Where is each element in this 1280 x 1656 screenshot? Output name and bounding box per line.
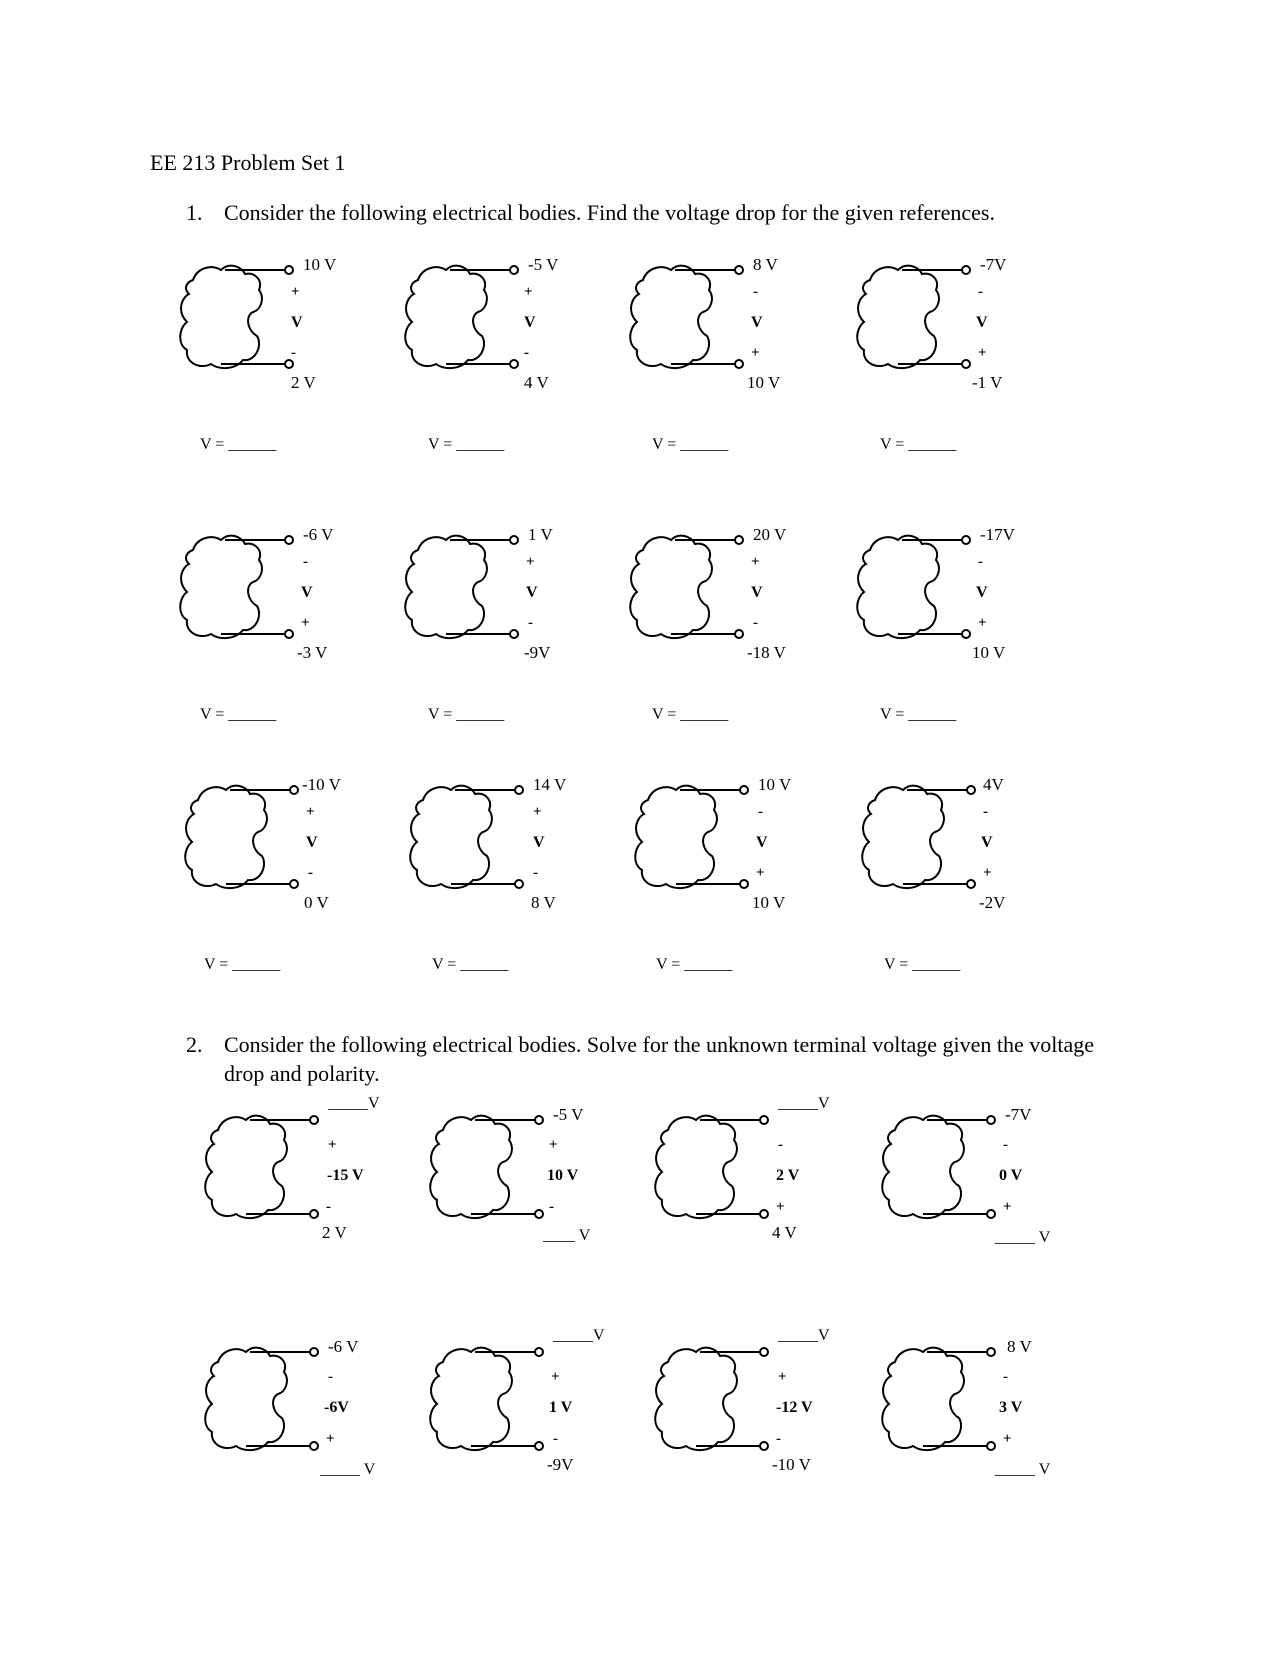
p2-body-8-top-sign: - [1003, 1369, 1008, 1385]
p1-body-7-v-label: V [751, 584, 763, 601]
p1-answer-7[interactable]: V = ______ [652, 706, 729, 723]
p1-body-6-top-voltage: 1 V [528, 525, 553, 544]
p1-body-1-top-voltage: 10 V [303, 255, 337, 274]
p1-body-2-top-voltage: -5 V [528, 255, 559, 274]
blob-icon [625, 255, 825, 398]
p1-body-9-bottom-sign: - [308, 865, 313, 881]
p1-body-9 [180, 775, 380, 918]
p1-body-8-v-label: V [976, 584, 988, 601]
p1-answer-9[interactable]: V = ______ [204, 956, 281, 973]
p1-answer-10[interactable]: V = ______ [432, 956, 509, 973]
p1-body-5-top-sign: - [303, 554, 308, 570]
blob-icon [625, 525, 825, 668]
p1-body-8 [852, 525, 1052, 668]
p1-body-10-top-voltage: 14 V [533, 775, 567, 794]
p1-body-5 [175, 525, 375, 668]
p1-body-5-top-voltage: -6 V [303, 525, 334, 544]
p2-body-3-bottom-voltage: 4 V [772, 1223, 797, 1242]
p2-body-1-top-sign: + [328, 1137, 337, 1153]
p2-body-1-drop: -15 V [327, 1167, 364, 1184]
p1-body-7-bottom-sign: - [753, 615, 758, 631]
p2-body-4-top-voltage: -7V [1005, 1105, 1032, 1124]
p2-body-7-bottom-sign: - [776, 1431, 781, 1447]
blob-icon [400, 525, 600, 668]
p1-body-4-bottom-voltage: -1 V [972, 373, 1003, 392]
p1-body-1-v-label: V [291, 314, 303, 331]
page-title: EE 213 Problem Set 1 [150, 150, 346, 175]
p2-body-6-bottom-voltage: -9V [547, 1455, 574, 1474]
p1-body-6-bottom-sign: - [528, 615, 533, 631]
blob-icon [877, 1105, 1077, 1248]
p2-body-8-bottom-voltage[interactable]: _____ V [995, 1461, 1051, 1478]
p1-body-3-top-voltage: 8 V [753, 255, 778, 274]
p2-body-3-top-sign: - [778, 1137, 783, 1153]
p1-body-2-bottom-voltage: 4 V [524, 373, 549, 392]
p1-body-3-top-sign: - [753, 284, 758, 300]
problem-2-number: 2. [186, 1032, 203, 1057]
p2-body-6-top-sign: + [551, 1369, 560, 1385]
p1-body-6-bottom-voltage: -9V [524, 643, 551, 662]
p2-body-3-bottom-sign: + [776, 1199, 785, 1215]
p1-body-3 [625, 255, 825, 398]
p2-body-3-drop: 2 V [776, 1167, 800, 1184]
p1-body-4-bottom-sign: + [978, 345, 987, 361]
p1-body-10-v-label: V [533, 834, 545, 851]
p1-body-2-top-sign: + [524, 284, 533, 300]
p1-body-5-bottom-sign: + [301, 615, 310, 631]
p1-body-6-top-sign: + [526, 554, 535, 570]
blob-icon [852, 525, 1052, 668]
p1-body-11 [630, 775, 830, 918]
p1-body-2-bottom-sign: - [524, 345, 529, 361]
p2-body-1-top-voltage[interactable]: _____V [328, 1095, 380, 1112]
p2-body-7-top-voltage[interactable]: _____V [778, 1327, 830, 1344]
p2-body-6-bottom-sign: - [553, 1431, 558, 1447]
p1-body-11-top-sign: - [758, 804, 763, 820]
p2-body-6 [425, 1327, 625, 1480]
blob-icon [400, 255, 600, 398]
p2-body-5-top-sign: - [328, 1369, 333, 1385]
p2-body-6-top-voltage[interactable]: _____V [553, 1327, 605, 1344]
blob-icon [425, 1340, 625, 1480]
p1-body-8-top-voltage: -17V [980, 525, 1015, 544]
p1-body-9-top-sign: + [306, 804, 315, 820]
p1-body-11-bottom-sign: + [756, 865, 765, 881]
p2-body-5-top-voltage: -6 V [328, 1337, 359, 1356]
p2-body-6-drop: 1 V [549, 1399, 573, 1416]
p2-body-2-drop: 10 V [547, 1167, 579, 1184]
p2-body-1-bottom-sign: - [326, 1199, 331, 1215]
p2-body-2-top-sign: + [549, 1137, 558, 1153]
p1-body-2 [400, 255, 600, 398]
p1-body-12-top-voltage: 4V [983, 775, 1004, 794]
problem-1-number: 1. [186, 200, 203, 225]
p1-answer-8[interactable]: V = ______ [880, 706, 957, 723]
p1-body-11-v-label: V [756, 834, 768, 851]
p2-body-2-bottom-sign: - [549, 1199, 554, 1215]
p2-body-8-bottom-sign: + [1003, 1431, 1012, 1447]
p1-body-11-top-voltage: 10 V [758, 775, 792, 794]
blob-icon [650, 1108, 850, 1248]
p1-answer-1[interactable]: V = ______ [200, 436, 277, 453]
p2-body-5-bottom-voltage[interactable]: _____ V [320, 1461, 376, 1478]
problem-1-text: Consider the following electrical bodies. Find the voltage drop for the given references. [224, 200, 995, 225]
p1-body-12-v-label: V [981, 834, 993, 851]
p1-body-11-bottom-voltage: 10 V [752, 893, 786, 912]
blob-icon [200, 1337, 400, 1480]
p2-body-7 [650, 1327, 850, 1480]
p1-answer-6[interactable]: V = ______ [428, 706, 505, 723]
p2-body-2-top-voltage: -5 V [553, 1105, 584, 1124]
p1-body-10-top-sign: + [533, 804, 542, 820]
p1-body-1-bottom-voltage: 2 V [291, 373, 316, 392]
p1-body-5-bottom-voltage: -3 V [297, 643, 328, 662]
p2-body-7-drop: -12 V [776, 1399, 813, 1416]
blob-icon [650, 1340, 850, 1480]
p1-body-12-bottom-sign: + [983, 865, 992, 881]
p2-body-3 [650, 1095, 850, 1248]
p2-body-4-drop: 0 V [999, 1167, 1023, 1184]
p2-body-8-top-voltage: 8 V [1007, 1337, 1032, 1356]
p2-body-2-bottom-voltage[interactable]: ____ V [543, 1227, 591, 1244]
p2-body-4-bottom-voltage[interactable]: _____ V [995, 1229, 1051, 1246]
p1-body-10-bottom-voltage: 8 V [531, 893, 556, 912]
p1-body-1-bottom-sign: - [291, 345, 296, 361]
p1-body-9-v-label: V [306, 834, 318, 851]
p1-body-10 [405, 775, 605, 918]
blob-icon [175, 525, 375, 668]
p1-body-8-bottom-sign: + [978, 615, 987, 631]
p1-body-1 [175, 255, 375, 398]
blob-icon [852, 255, 1052, 398]
blob-icon [877, 1337, 1077, 1480]
p1-answer-12[interactable]: V = ______ [884, 956, 961, 973]
p1-body-10-bottom-sign: - [533, 865, 538, 881]
p1-body-9-bottom-voltage: 0 V [304, 893, 329, 912]
p1-body-6-v-label: V [526, 584, 538, 601]
blob-icon [175, 255, 375, 398]
p1-body-4-v-label: V [976, 314, 988, 331]
p2-body-4 [877, 1105, 1077, 1248]
p1-body-8-bottom-voltage: 10 V [972, 643, 1006, 662]
p1-body-7-bottom-voltage: -18 V [747, 643, 786, 662]
blob-icon [425, 1105, 625, 1248]
p1-body-8-top-sign: - [978, 554, 983, 570]
problem-2-text: Consider the following electrical bodies. Solve for the unknown terminal voltage given the voltage drop and polarity. [224, 1032, 1094, 1086]
p2-body-3-top-voltage[interactable]: _____V [778, 1095, 830, 1112]
p1-body-4-top-voltage: -7V [980, 255, 1007, 274]
p1-body-9-top-voltage: -10 V [302, 775, 341, 794]
p1-body-3-bottom-sign: + [751, 345, 760, 361]
p2-body-1-bottom-voltage: 2 V [322, 1223, 347, 1242]
p1-body-3-v-label: V [751, 314, 763, 331]
p2-body-8 [877, 1337, 1077, 1480]
p2-body-1 [200, 1095, 400, 1248]
p1-body-7-top-sign: + [751, 554, 760, 570]
p2-body-4-bottom-sign: + [1003, 1199, 1012, 1215]
p1-answer-5[interactable]: V = ______ [200, 706, 277, 723]
p2-body-5-drop: -6V [324, 1399, 349, 1416]
p1-body-2-v-label: V [524, 314, 536, 331]
p1-answer-11[interactable]: V = ______ [656, 956, 733, 973]
p1-body-6 [400, 525, 600, 668]
p1-answer-3[interactable]: V = ______ [652, 436, 729, 453]
p2-body-5-bottom-sign: + [326, 1431, 335, 1447]
p2-body-8-drop: 3 V [999, 1399, 1023, 1416]
p2-body-5 [200, 1337, 400, 1480]
p1-body-3-bottom-voltage: 10 V [747, 373, 781, 392]
p2-body-7-top-sign: + [778, 1369, 787, 1385]
p1-body-4-top-sign: - [978, 284, 983, 300]
p2-body-4-top-sign: - [1003, 1137, 1008, 1153]
p1-answer-4[interactable]: V = ______ [880, 436, 957, 453]
blob-icon [180, 775, 380, 918]
blob-icon [857, 775, 1057, 918]
blob-icon [200, 1108, 400, 1248]
p1-body-12-top-sign: - [983, 804, 988, 820]
blob-icon [630, 775, 830, 918]
p1-body-7 [625, 525, 825, 668]
p1-body-1-top-sign: + [291, 284, 300, 300]
p1-body-12-bottom-voltage: -2V [979, 893, 1006, 912]
p1-body-12 [857, 775, 1057, 918]
p1-body-7-top-voltage: 20 V [753, 525, 787, 544]
p1-answer-2[interactable]: V = ______ [428, 436, 505, 453]
p2-body-7-bottom-voltage: -10 V [772, 1455, 811, 1474]
p1-body-5-v-label: V [301, 584, 313, 601]
p2-body-2 [425, 1105, 625, 1248]
blob-icon [405, 775, 605, 918]
p1-body-4 [852, 255, 1052, 398]
